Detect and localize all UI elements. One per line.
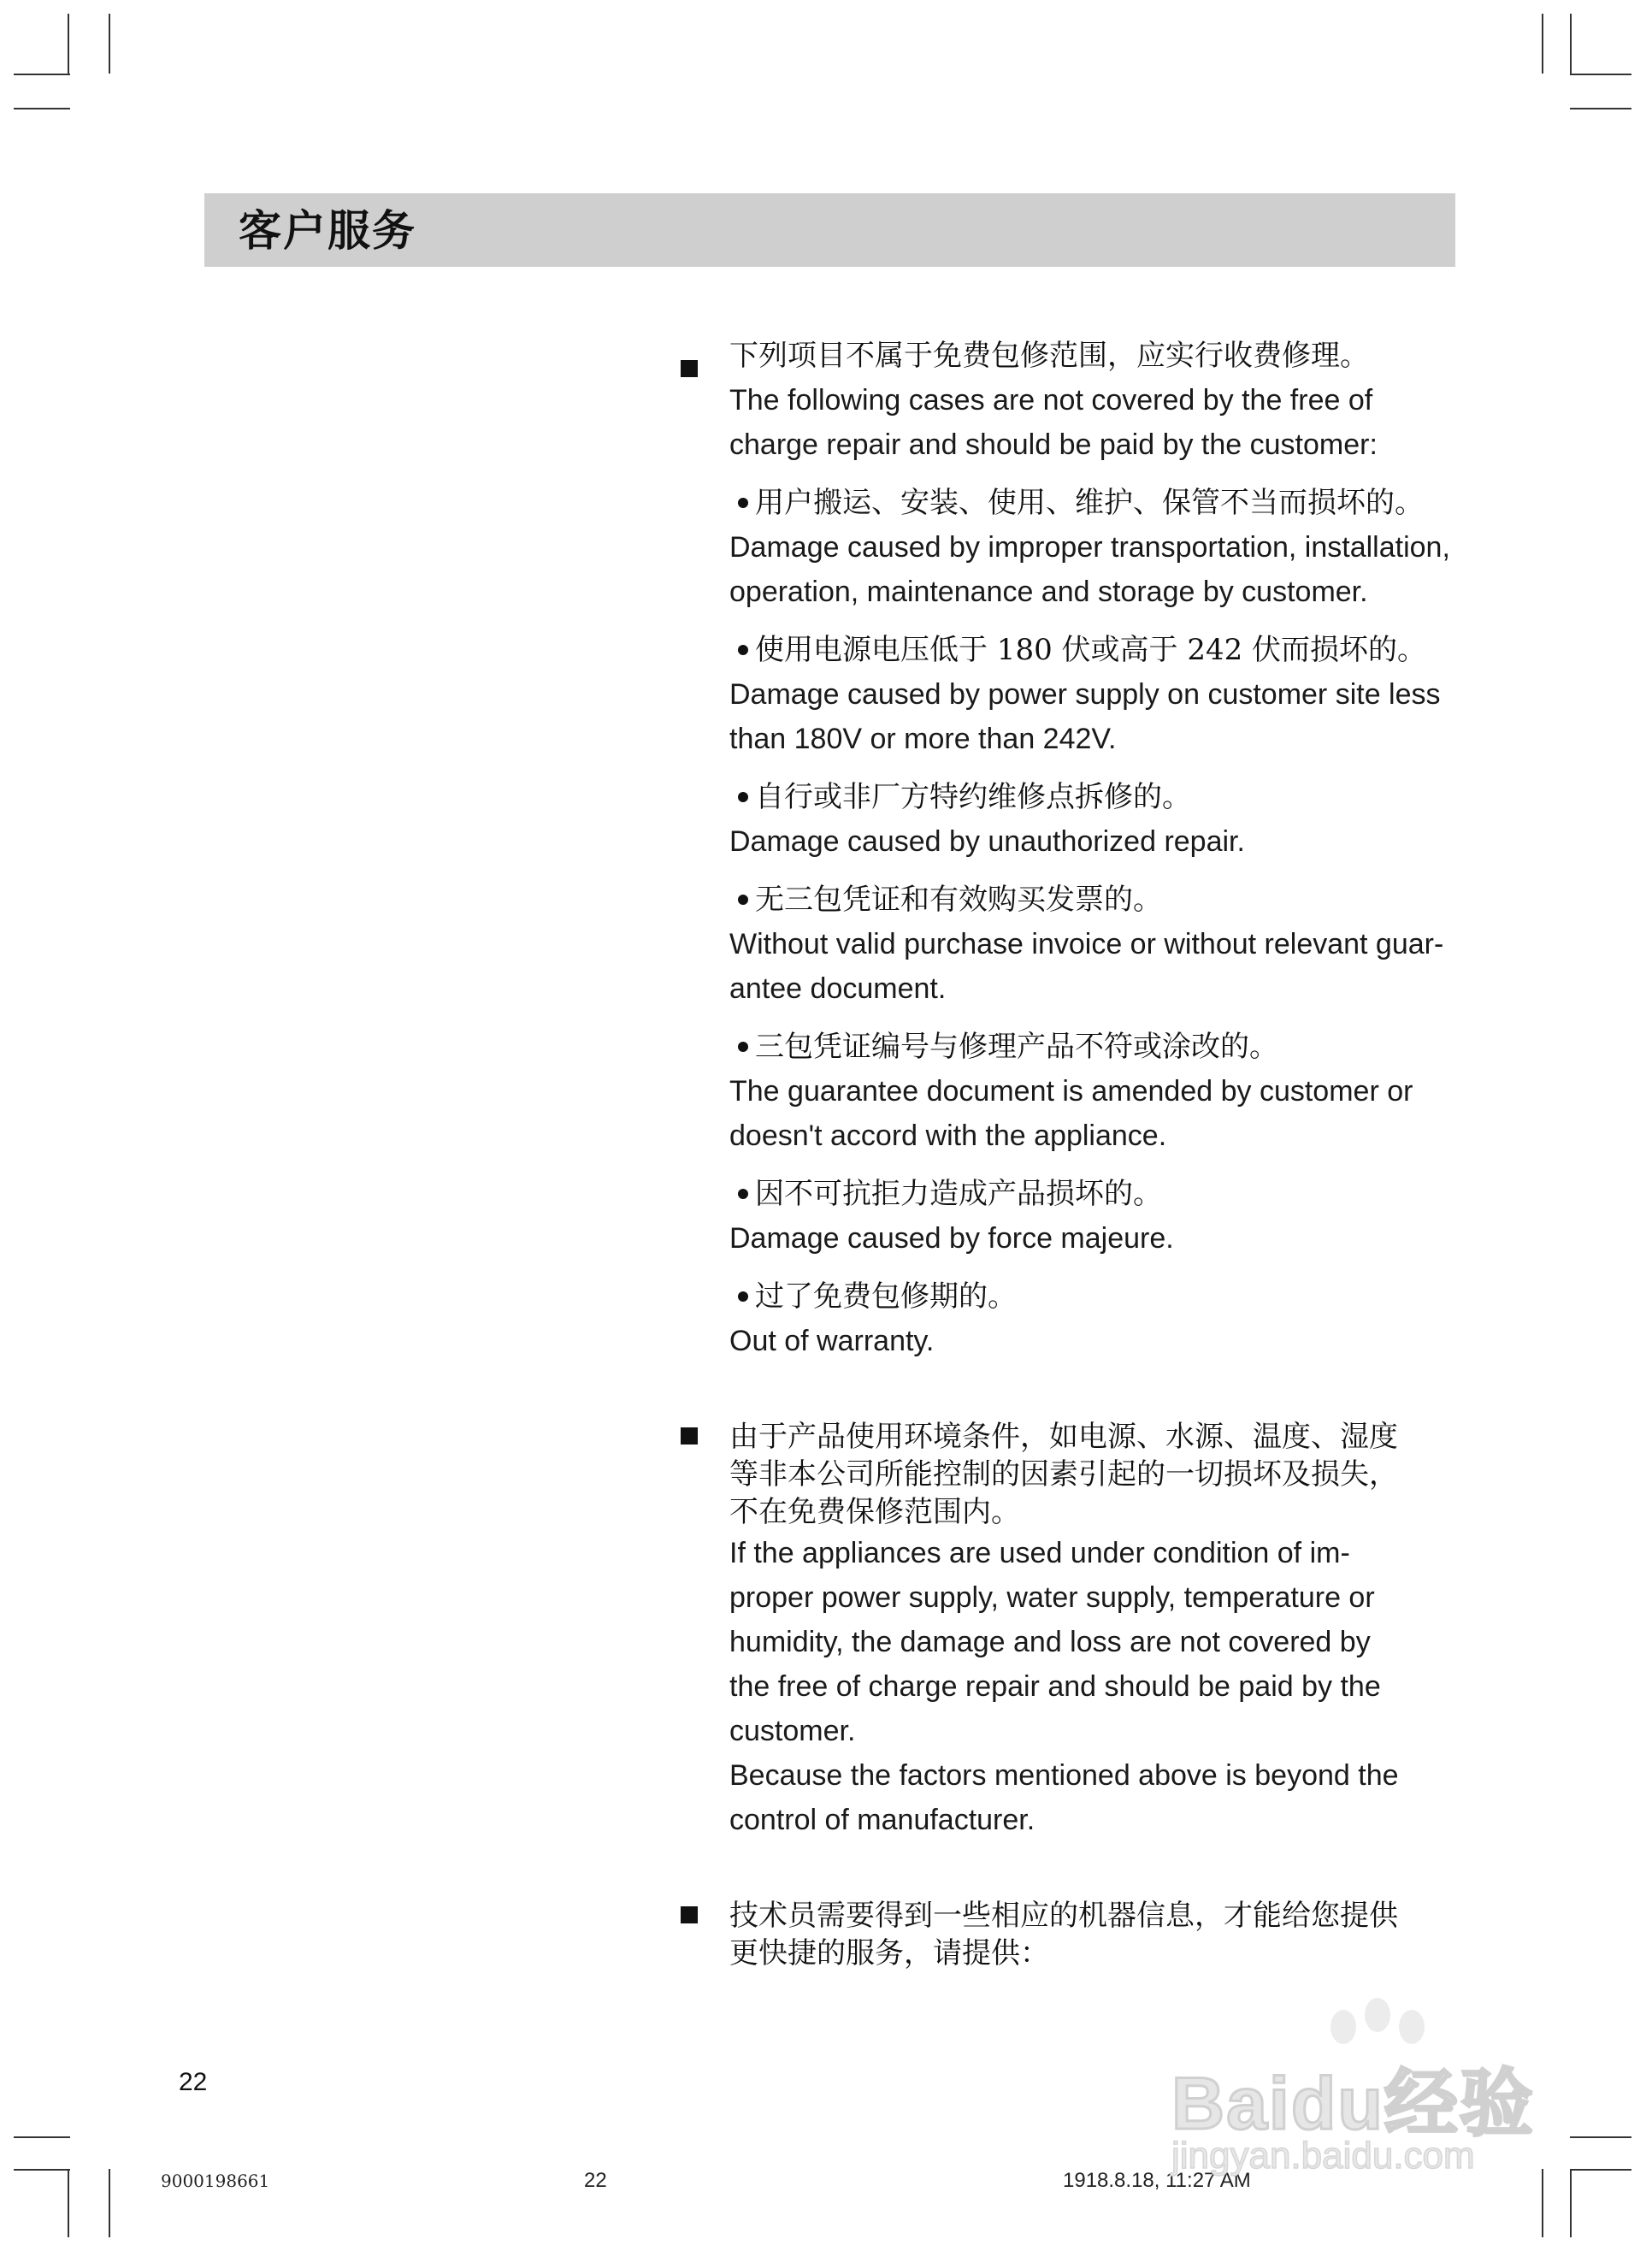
section-text-en-line: humidity, the damage and loss are not covered by (729, 1626, 1371, 1658)
crop-mark (1570, 108, 1631, 109)
section-text-en-line: If the appliances are used under condition of im- (729, 1537, 1350, 1569)
bullet-dot-icon (738, 645, 748, 655)
list-item-en-line: Damage caused by unauthorized repair. (729, 825, 1245, 858)
crop-mark (68, 14, 69, 75)
bullet-dot-icon (738, 895, 748, 905)
section-heading-en-line: The following cases are not covered by the free of (729, 384, 1373, 417)
list-item-zh: 用户搬运、安装、使用、维护、保管不当而损坏的。 (729, 481, 1465, 525)
section-technician-info (729, 1897, 1465, 1972)
section-text-zh-line: 技术员需要得到一些相应的机器信息，才能给您提供 (729, 1899, 1398, 1933)
crop-mark (1570, 74, 1631, 75)
square-bullet-icon (681, 360, 698, 377)
crop-mark (109, 2169, 110, 2237)
list-item-en-line: Without valid purchase invoice or without relevant guar- (729, 928, 1444, 960)
page-number: 22 (179, 2068, 208, 2096)
bullet-dot-icon (738, 1042, 748, 1052)
list-item-zh: 自行或非厂方特约维修点拆修的。 (729, 775, 1465, 819)
crop-mark (14, 74, 70, 75)
list-item-en-line: operation, maintenance and storage by customer. (729, 576, 1368, 608)
list-item-en-line: Damage caused by improper transportation, installation, (729, 531, 1450, 564)
crop-mark (1542, 14, 1543, 74)
section-text-zh-line: 由于产品使用环境条件，如电源、水源、温度、湿度 (729, 1420, 1398, 1454)
bullet-dot-icon (738, 1189, 748, 1199)
section-text-en-line: customer. (729, 1715, 856, 1747)
footer-doc-id: 9000198661 (161, 2171, 270, 2191)
bullet-dot-icon (738, 1291, 748, 1302)
crop-mark (1570, 14, 1572, 75)
list-item-en-line: antee document. (729, 972, 947, 1005)
bullet-dot-icon (738, 498, 748, 508)
list-item-zh: 使用电源电压低于 180 伏或高于 242 伏而损坏的。 (729, 628, 1465, 672)
list-item-en-line: Damage caused by power supply on customer site less (729, 678, 1441, 711)
baidu-watermark (1171, 1993, 1565, 2198)
crop-mark (68, 2169, 69, 2237)
section-heading-zh: 下列项目不属于免费包修范围，应实行收费修理。 (729, 339, 1369, 373)
footer-timestamp: 1918.8.18, 11:27 AM (1063, 2169, 1251, 2192)
list-item-zh: 三包凭证编号与修理产品不符或涂改的。 (729, 1025, 1465, 1069)
footer-page: 22 (584, 2169, 607, 2192)
list-item-zh: 无三包凭证和有效购买发票的。 (729, 877, 1465, 922)
list-item-en-line: The guarantee document is amended by customer or (729, 1075, 1413, 1108)
crop-mark (1570, 2169, 1631, 2171)
page-title: 客户服务 (239, 206, 416, 256)
section-text-zh-line: 等非本公司所能控制的因素引起的一切损坏及损失， (729, 1457, 1398, 1492)
section-text-en-line: the free of charge repair and should be paid by the (729, 1670, 1381, 1703)
content-column (729, 334, 1465, 1972)
section-text-en-line: proper power supply, water supply, temperature or (729, 1581, 1375, 1614)
section-text-en-line: Because the factors mentioned above is beyond the (729, 1759, 1399, 1792)
list-item-en-line: Damage caused by force majeure. (729, 1222, 1174, 1255)
list-item-en-line: doesn't accord with the appliance. (729, 1120, 1167, 1152)
bullet-dot-icon (738, 792, 748, 802)
section-header (204, 193, 1455, 267)
list-item-zh: 过了免费包修期的。 (729, 1274, 1465, 1319)
section-text-zh-line: 更快捷的服务，请提供： (729, 1936, 1049, 1970)
square-bullet-icon (681, 1427, 698, 1445)
section-heading-en-line: charge repair and should be paid by the customer: (729, 428, 1378, 461)
square-bullet-icon (681, 1906, 698, 1923)
section-non-warranty-cases (729, 334, 1465, 1363)
crop-mark (14, 2169, 70, 2171)
paw-icon (1365, 1998, 1390, 2032)
crop-mark (14, 108, 70, 109)
paw-icon (1399, 2010, 1425, 2044)
watermark-url: jingyan.baidu.com (1171, 2135, 1475, 2177)
crop-mark (109, 14, 110, 74)
crop-mark (1570, 2169, 1572, 2237)
paw-icon (1330, 2010, 1356, 2044)
section-environment-conditions (729, 1418, 1465, 1842)
list-item-en-line: Out of warranty. (729, 1325, 935, 1357)
crop-mark (14, 2136, 70, 2138)
crop-mark (1570, 2136, 1631, 2138)
watermark-brand: Baidu经验 (1171, 2063, 1535, 2145)
section-text-en-line: control of manufacturer. (729, 1804, 1035, 1836)
list-item-zh: 因不可抗拒力造成产品损坏的。 (729, 1172, 1465, 1216)
section-text-zh-line: 不在免费保修范围内。 (729, 1495, 1020, 1529)
list-item-en-line: than 180V or more than 242V. (729, 723, 1117, 755)
